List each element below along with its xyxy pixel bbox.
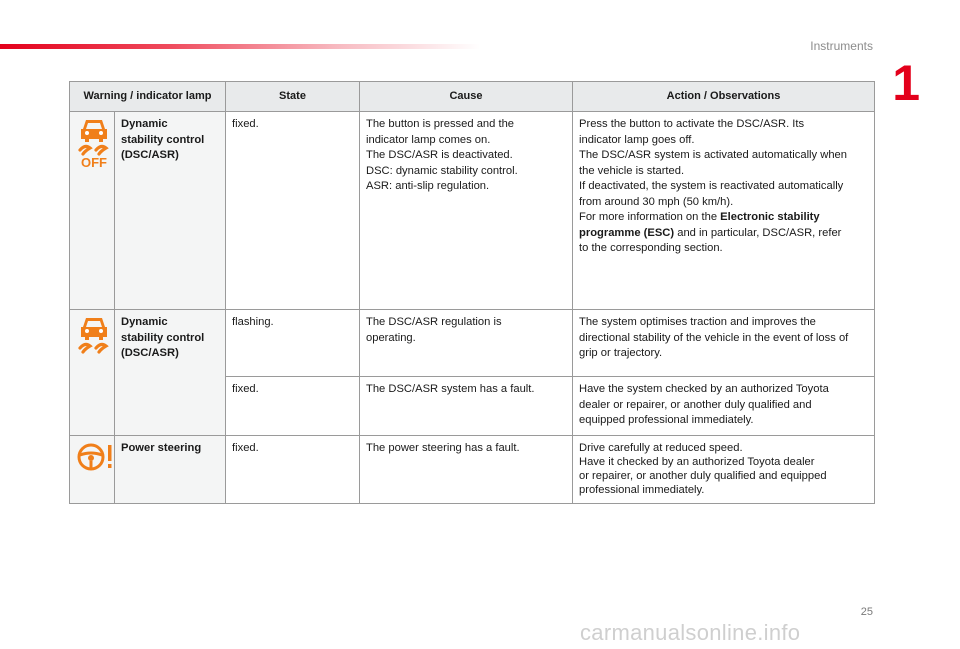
action-line: Drive carefully at reduced speed. <box>579 441 743 454</box>
header-lamp: Warning / indicator lamp <box>70 82 226 112</box>
lamp-name-cell <box>115 310 226 436</box>
action-line: The DSC/ASR system is activated automatically when <box>579 149 847 161</box>
action-cell <box>573 310 875 377</box>
action-line: dealer or repairer, or another duly qualified and <box>579 398 812 411</box>
cause-cell <box>360 112 573 310</box>
cause-line: The DSC/ASR regulation is <box>366 316 502 328</box>
steering-wheel-warning-icon <box>76 441 116 473</box>
action-line: professional immediately. <box>579 483 705 496</box>
chapter-number: 1 <box>892 55 920 111</box>
action-line: or repairer, or another duly qualified and equipped <box>579 469 827 482</box>
lamp-icon-cell <box>70 112 115 310</box>
action-line: Have it checked by an authorized Toyota dealer <box>579 455 815 468</box>
state-cell: fixed. <box>226 377 360 436</box>
lamp-name-line: (DSC/ASR) <box>121 347 179 359</box>
cause-line: operating. <box>366 331 416 344</box>
state-cell: fixed. <box>226 435 360 503</box>
action-cell <box>573 435 875 503</box>
watermark: carmanualsonline.info <box>580 620 801 645</box>
action-line: from around 30 mph (50 km/h). <box>579 195 734 208</box>
action-line: indicator lamp goes off. <box>579 133 695 146</box>
action-line: Have the system checked by an authorized Toyota <box>579 383 829 395</box>
cause-cell: The power steering has a fault. <box>360 435 573 503</box>
cause-line: ASR: anti-slip regulation. <box>366 180 490 192</box>
warning-lamp-table <box>69 81 875 504</box>
table-row <box>70 435 875 503</box>
action-line: If deactivated, the system is reactivated automatically <box>579 180 844 192</box>
action-line: to the corresponding section. <box>579 242 723 254</box>
lamp-icon-cell <box>70 435 115 503</box>
action-line: The system optimises traction and improves the <box>579 316 816 328</box>
skidding-car-icon <box>76 315 112 355</box>
cause-line: indicator lamp comes on. <box>366 133 491 146</box>
lamp-icon-cell <box>70 310 115 436</box>
esc-reference: Electronic stability <box>720 211 820 223</box>
lamp-name-cell: Power steering <box>115 435 226 503</box>
table-row <box>70 112 875 310</box>
action-line: Press the button to activate the DSC/ASR. Its <box>579 118 805 130</box>
cause-line: DSC: dynamic stability control. <box>366 164 518 177</box>
header-red-bar <box>0 44 480 49</box>
esc-reference: programme (ESC) <box>579 226 675 239</box>
page-number: 25 <box>860 606 873 618</box>
lamp-name-cell <box>115 112 226 310</box>
state-cell: fixed. <box>226 112 360 310</box>
lamp-name-line: Dynamic <box>121 118 168 130</box>
action-line: grip or trajectory. <box>579 347 663 359</box>
table-row <box>70 310 875 377</box>
cause-line: The button is pressed and the <box>366 118 515 130</box>
skidding-car-off-icon <box>76 117 112 169</box>
cause-cell <box>360 310 573 377</box>
header-cause: Cause <box>360 82 573 112</box>
action-cell <box>573 112 875 310</box>
cause-line: The DSC/ASR is deactivated. <box>366 149 513 161</box>
action-line: directional stability of the vehicle in the event of loss of <box>579 331 849 344</box>
lamp-name-line: stability control <box>121 133 205 146</box>
lamp-name-line: Dynamic <box>121 316 168 328</box>
action-cell <box>573 377 875 436</box>
lamp-name-line: (DSC/ASR) <box>121 149 179 161</box>
action-line: equipped professional immediately. <box>579 414 754 426</box>
action-text: and in particular, DSC/ASR, refer <box>674 226 842 239</box>
action-text: For more information on the <box>579 211 721 223</box>
cause-cell: The DSC/ASR system has a fault. <box>360 377 573 436</box>
header-state: State <box>226 82 360 112</box>
off-label: OFF <box>81 155 107 169</box>
lamp-name-line: stability control <box>121 331 205 344</box>
state-cell: flashing. <box>226 310 360 377</box>
action-line <box>579 226 869 242</box>
header-action: Action / Observations <box>573 82 875 112</box>
action-line <box>579 210 869 226</box>
section-title: Instruments <box>810 39 873 53</box>
table-header-row <box>70 82 875 112</box>
action-line: the vehicle is started. <box>579 164 685 177</box>
